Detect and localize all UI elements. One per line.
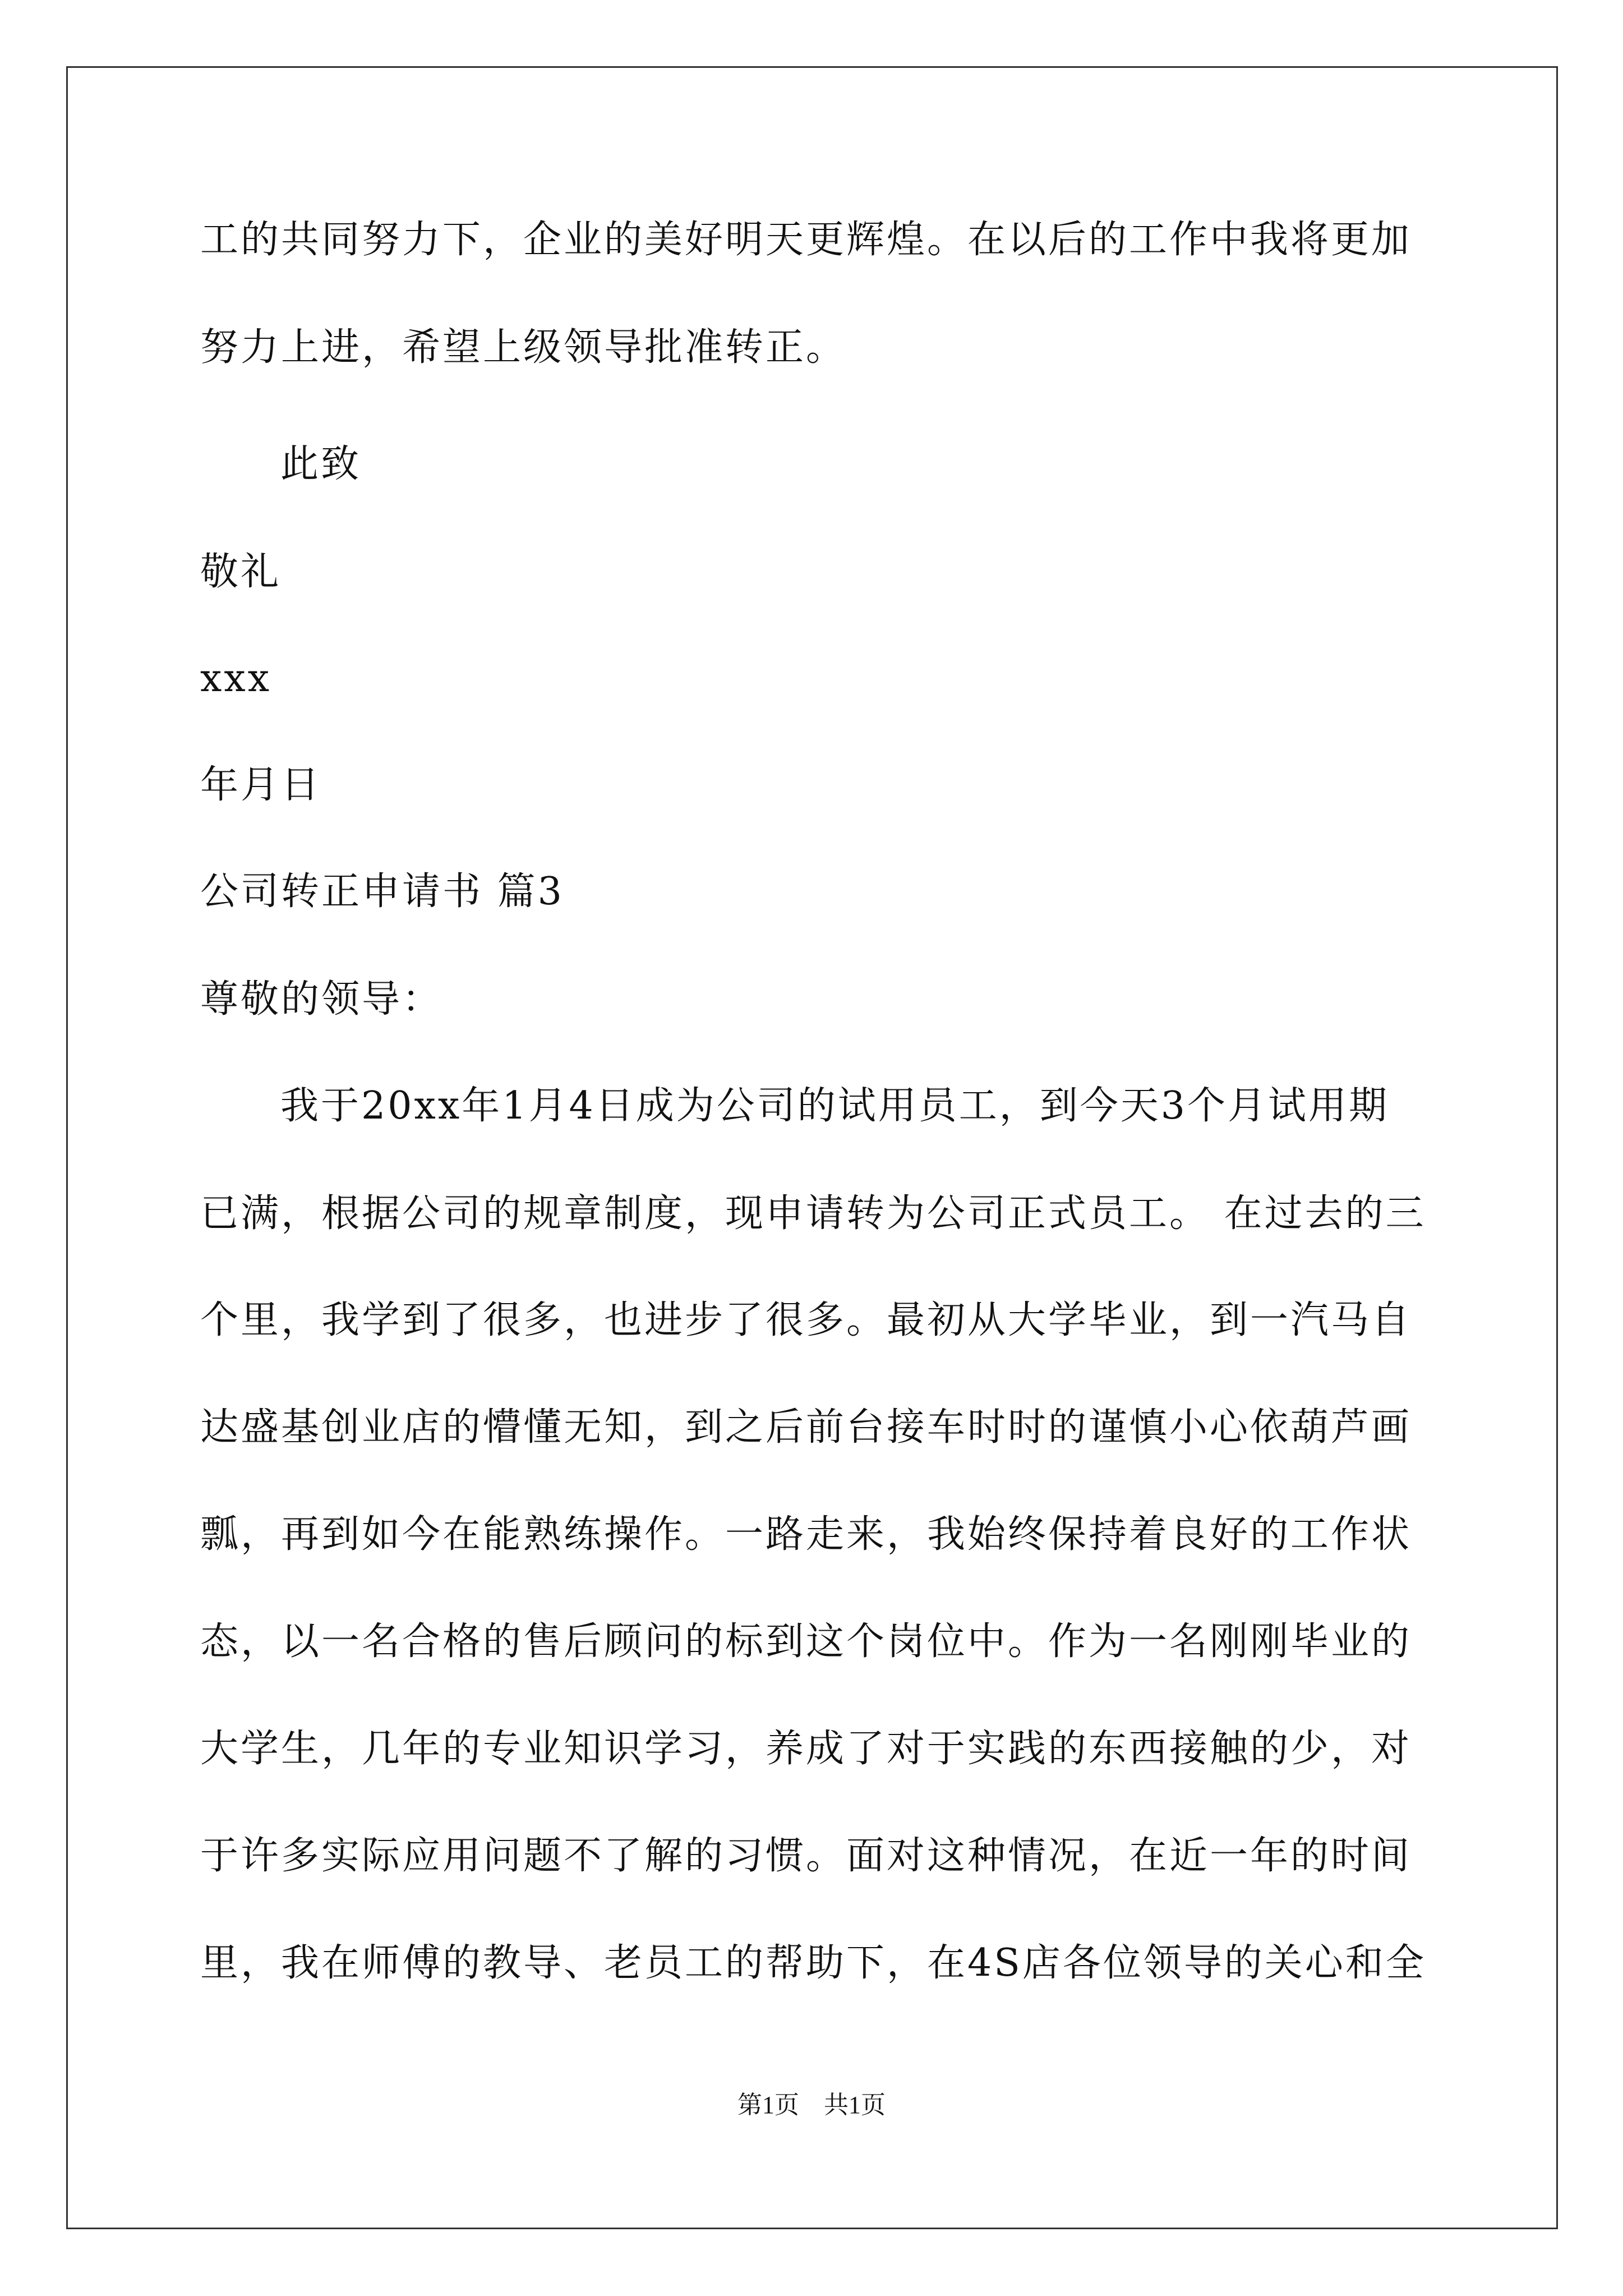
signature-name: xxx xyxy=(200,656,272,701)
page-number-footer: 第1页 共1页 xyxy=(737,2091,886,2119)
greeting: 尊敬的领导： xyxy=(200,977,443,1022)
paragraph-line-5: 瓢，再到如今在能熟练操作。一路走来，我始终保持着良好的工作状 xyxy=(200,1512,1412,1557)
text-line-2: 努力上进，希望上级领导批准转正。 xyxy=(200,325,847,370)
text-line-1: 工的共同努力下，企业的美好明天更辉煌。在以后的工作中我将更加 xyxy=(200,218,1412,262)
paragraph-line-2: 已满，根据公司的规章制度，现申请转为公司正式员工。 在过去的三 xyxy=(200,1191,1426,1236)
paragraph-line-9: 里，我在师傅的教导、老员工的帮助下，在4S店各位领导的关心和全 xyxy=(200,1941,1426,1985)
closing-salutation: 此致 xyxy=(280,442,362,486)
paragraph-line-1: 我于20xx年1月4日成为公司的试用员工，到今天3个月试用期 xyxy=(280,1084,1390,1128)
paragraph-line-3: 个里，我学到了很多，也进步了很多。最初从大学毕业，到一汽马自 xyxy=(200,1298,1412,1342)
section-heading: 公司转正申请书 篇3 xyxy=(200,869,564,914)
paragraph-line-7: 大学生，几年的专业知识学习，养成了对于实践的东西接触的少，对 xyxy=(200,1727,1412,1771)
paragraph-line-8: 于许多实际应用问题不了解的习惯。面对这种情况，在近一年的时间 xyxy=(200,1834,1412,1878)
closing-regards: 敬礼 xyxy=(200,550,282,594)
paragraph-line-4: 达盛基创业店的懵懂无知，到之后前台接车时时的谨慎小心依葫芦画 xyxy=(200,1405,1412,1450)
page-border xyxy=(66,66,1558,2229)
paragraph-line-6: 态，以一名合格的售后顾问的标到这个岗位中。作为一名刚刚毕业的 xyxy=(200,1619,1412,1664)
signature-date: 年月日 xyxy=(200,763,322,807)
